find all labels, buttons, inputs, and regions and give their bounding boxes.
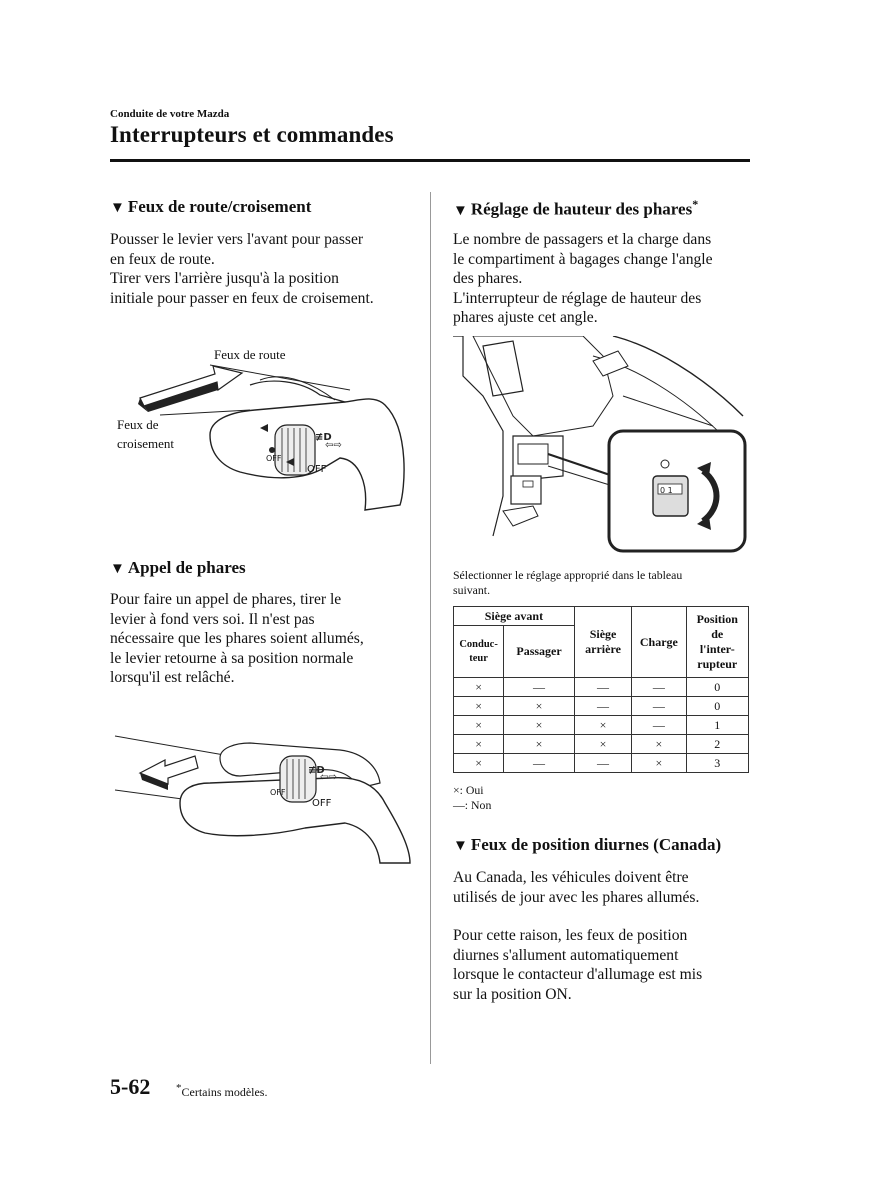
svg-text:≢D: ≢D — [315, 432, 332, 443]
svg-text:0 1: 0 1 — [660, 486, 673, 495]
table-cell: × — [454, 678, 504, 697]
text-line: en feux de route. — [110, 250, 215, 268]
triangle-marker-icon: ▼ — [453, 202, 468, 219]
dashboard-illustration — [453, 336, 749, 556]
table-legend — [453, 783, 491, 813]
table-row — [454, 697, 749, 716]
section-header: Conduite de votre Mazda — [110, 108, 230, 120]
text-line: Pour faire un appel de phares, tirer le — [110, 591, 342, 608]
heading-daytime-running-lights — [453, 835, 721, 855]
table-cell: — — [574, 697, 631, 716]
text-line: Pousser le levier vers l'avant pour passer — [110, 231, 364, 248]
triangle-marker-icon: ▼ — [110, 200, 125, 216]
table-cell: × — [632, 754, 686, 773]
paragraph-headlight-leveling — [453, 230, 713, 328]
caption-line: suivant. — [453, 583, 491, 597]
header-load: Charge — [632, 607, 686, 678]
text-line: le compartiment à bagages change l'angle — [453, 250, 713, 268]
text-line: phares ajuste cet angle. — [453, 309, 598, 327]
footnote-star: * — [692, 197, 699, 211]
heading-text: Appel de phares — [127, 558, 246, 577]
figure-caption — [453, 568, 682, 598]
header-passenger: Passager — [504, 626, 575, 678]
label-low-beam-line1: Feux de — [117, 417, 159, 432]
header-pos-line: Position — [696, 612, 738, 626]
caption-line: Sélectionner le réglage approprié dans le tableau — [453, 568, 683, 582]
table-cell: — — [632, 716, 686, 735]
leveling-table — [453, 606, 749, 773]
table-cell: × — [504, 697, 575, 716]
table-cell: 1 — [686, 716, 749, 735]
paragraph-drl-1 — [453, 868, 699, 907]
header-switch-position — [686, 607, 749, 678]
svg-text:⇦⇨: ⇦⇨ — [320, 772, 337, 783]
header-driver-line: teur — [469, 652, 488, 664]
header-pos-line: l'inter- — [699, 642, 735, 656]
label-high-beam: Feux de route — [214, 347, 286, 362]
text-line: initiale pour passer en feux de croisement. — [110, 289, 374, 307]
column-divider — [430, 192, 431, 1064]
table-cell: — — [632, 678, 686, 697]
header-rear-line: Siège — [589, 627, 617, 641]
footnote-text: Certains modèles. — [181, 1085, 268, 1099]
header-driver — [454, 626, 504, 678]
table-row — [454, 754, 749, 773]
legend-yes: ×: Oui — [453, 783, 484, 797]
text-line: diurnes s'allument automatiquement — [453, 946, 679, 964]
table-cell: 0 — [686, 678, 749, 697]
table-cell: × — [454, 754, 504, 773]
footnote — [176, 1082, 267, 1100]
off-label: OFF — [307, 464, 327, 475]
table-cell: × — [504, 735, 575, 754]
paragraph-flash-to-pass — [110, 590, 364, 688]
table-row — [454, 678, 749, 697]
page-title: Interrupteurs et commandes — [110, 122, 394, 147]
heading-high-low-beam — [110, 197, 311, 217]
table-cell: × — [454, 697, 504, 716]
text-line: Le nombre de passagers et la charge dans — [453, 231, 712, 248]
table-row — [454, 735, 749, 754]
lever-illustration-high-low — [110, 340, 420, 520]
table-cell: — — [574, 678, 631, 697]
label-low-beam-line2: croisement — [117, 436, 175, 451]
heading-text: Feux de position diurnes (Canada) — [470, 835, 722, 854]
legend-no: —: Non — [453, 798, 492, 812]
table-cell: — — [504, 678, 575, 697]
triangle-marker-icon: ▼ — [453, 838, 468, 854]
heading-text: Feux de route/croisement — [127, 197, 312, 216]
heading-flash-to-pass — [110, 558, 246, 578]
text-line: lorsqu'il est relâché. — [110, 669, 235, 687]
header-pos-line: rupteur — [697, 657, 738, 671]
text-line: lorsque le contacteur d'allumage est mis — [453, 966, 703, 984]
header-rear-seat — [574, 607, 631, 678]
table-cell: — — [574, 754, 631, 773]
header-driver-line: Conduc- — [459, 638, 498, 650]
table-row — [454, 716, 749, 735]
table-cell: — — [504, 754, 575, 773]
heading-text: Réglage de hauteur des phares — [470, 199, 693, 219]
paragraph-high-low-beam — [110, 230, 374, 308]
text-line: Au Canada, les véhicules doivent être — [453, 869, 689, 886]
header-front-seat: Siège avant — [454, 607, 575, 626]
paragraph-drl-2 — [453, 926, 702, 1004]
heading-headlight-leveling — [453, 197, 698, 220]
footnote-star: * — [176, 1082, 182, 1094]
table-cell: — — [632, 697, 686, 716]
table-cell: 3 — [686, 754, 749, 773]
off-label: OFF — [312, 798, 332, 809]
page-number: 5-62 — [110, 1074, 151, 1099]
table-cell: × — [574, 735, 631, 754]
table-cell: × — [454, 716, 504, 735]
text-line: utilisés de jour avec les phares allumés. — [453, 888, 700, 906]
header-rear-line: arrière — [585, 642, 621, 656]
header-pos-line: de — [711, 627, 724, 641]
text-line: des phares. — [453, 270, 523, 288]
lever-illustration-flash — [110, 728, 420, 868]
text-line: levier à fond vers soi. Il n'est pas — [110, 610, 315, 628]
table-cell: × — [574, 716, 631, 735]
off-label-small: OFF — [266, 454, 282, 463]
text-line: le levier retourne à sa position normale — [110, 649, 354, 667]
title-rule — [110, 159, 750, 162]
table-cell: × — [504, 716, 575, 735]
svg-text:≢D: ≢D — [308, 765, 325, 776]
text-line: L'interrupteur de réglage de hauteur des — [453, 289, 702, 307]
triangle-marker-icon: ▼ — [110, 561, 125, 577]
text-line: Tirer vers l'arrière jusqu'à la position — [110, 270, 339, 288]
table-cell: 0 — [686, 697, 749, 716]
table-cell: × — [454, 735, 504, 754]
off-label-small: OFF — [270, 788, 286, 797]
text-line: nécessaire que les phares soient allumés, — [110, 630, 364, 648]
text-line: Pour cette raison, les feux de position — [453, 927, 688, 944]
table-cell: × — [632, 735, 686, 754]
table-cell: 2 — [686, 735, 749, 754]
svg-text:⇦⇨: ⇦⇨ — [325, 440, 342, 451]
text-line: sur la position ON. — [453, 985, 572, 1003]
